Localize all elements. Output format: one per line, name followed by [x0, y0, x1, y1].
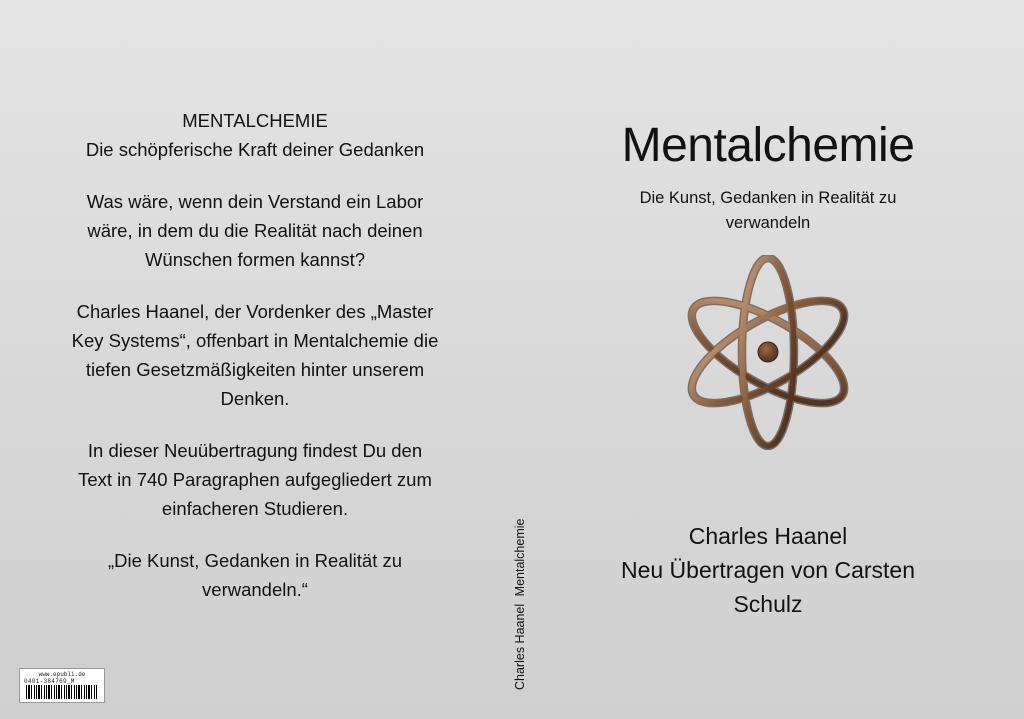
front-subtitle: Die Kunst, Gedanken in Realität zu verwandeln	[639, 189, 897, 232]
front-author-line: Charles Haanel	[688, 523, 848, 549]
blurb-author-paragraph	[45, 297, 465, 413]
blurb-line: Text in 740 Paragraphen aufgegliedert zum	[78, 469, 432, 490]
front-cover	[521, 0, 1024, 719]
back-subtitle: Die schöpferische Kraft deiner Gedanken	[85, 139, 425, 160]
blurb-line: Charles Haanel, der Vordenker des „Master	[76, 301, 434, 322]
blurb-line: „Die Kunst, Gedanken in Realität zu	[107, 550, 403, 571]
blurb-line: einfacheren Studieren.	[161, 498, 349, 519]
barcode-number: 0401-384769_M	[24, 678, 75, 685]
front-author-line: Neu Übertragen von Carsten	[620, 557, 916, 583]
front-author-line: Schulz	[733, 591, 803, 617]
front-author-block	[593, 519, 943, 621]
blurb-question	[45, 187, 465, 274]
back-cover-blurb	[45, 106, 465, 627]
blurb-edition-paragraph	[45, 436, 465, 523]
back-cover	[0, 0, 505, 719]
front-title: Mentalchemie	[621, 119, 915, 172]
spine-title: Mentalchemie	[513, 518, 527, 597]
blurb-quote	[45, 546, 465, 604]
barcode-bars-icon	[26, 685, 98, 699]
blurb-line: Wünschen formen kannst?	[144, 249, 366, 270]
blurb-line: Key Systems“, offenbart in Mentalchemie die	[71, 330, 439, 351]
blurb-line: verwandeln.“	[202, 579, 308, 600]
blurb-line: In dieser Neuübertragung findest Du den	[87, 440, 423, 461]
blurb-line: Denken.	[220, 388, 290, 409]
blurb-heading	[45, 106, 465, 164]
atom-icon	[680, 255, 856, 450]
spine-author: Charles Haanel	[513, 603, 527, 690]
back-title: MENTALCHEMIE	[182, 110, 328, 131]
barcode	[19, 668, 105, 703]
barcode-site-label: www.epubli.de	[38, 671, 86, 678]
blurb-line: wäre, in dem du die Realität nach deinen	[87, 220, 423, 241]
blurb-line: tiefen Gesetzmäßigkeiten hinter unserem	[85, 359, 425, 380]
blurb-line: Was wäre, wenn dein Verstand ein Labor	[86, 191, 424, 212]
